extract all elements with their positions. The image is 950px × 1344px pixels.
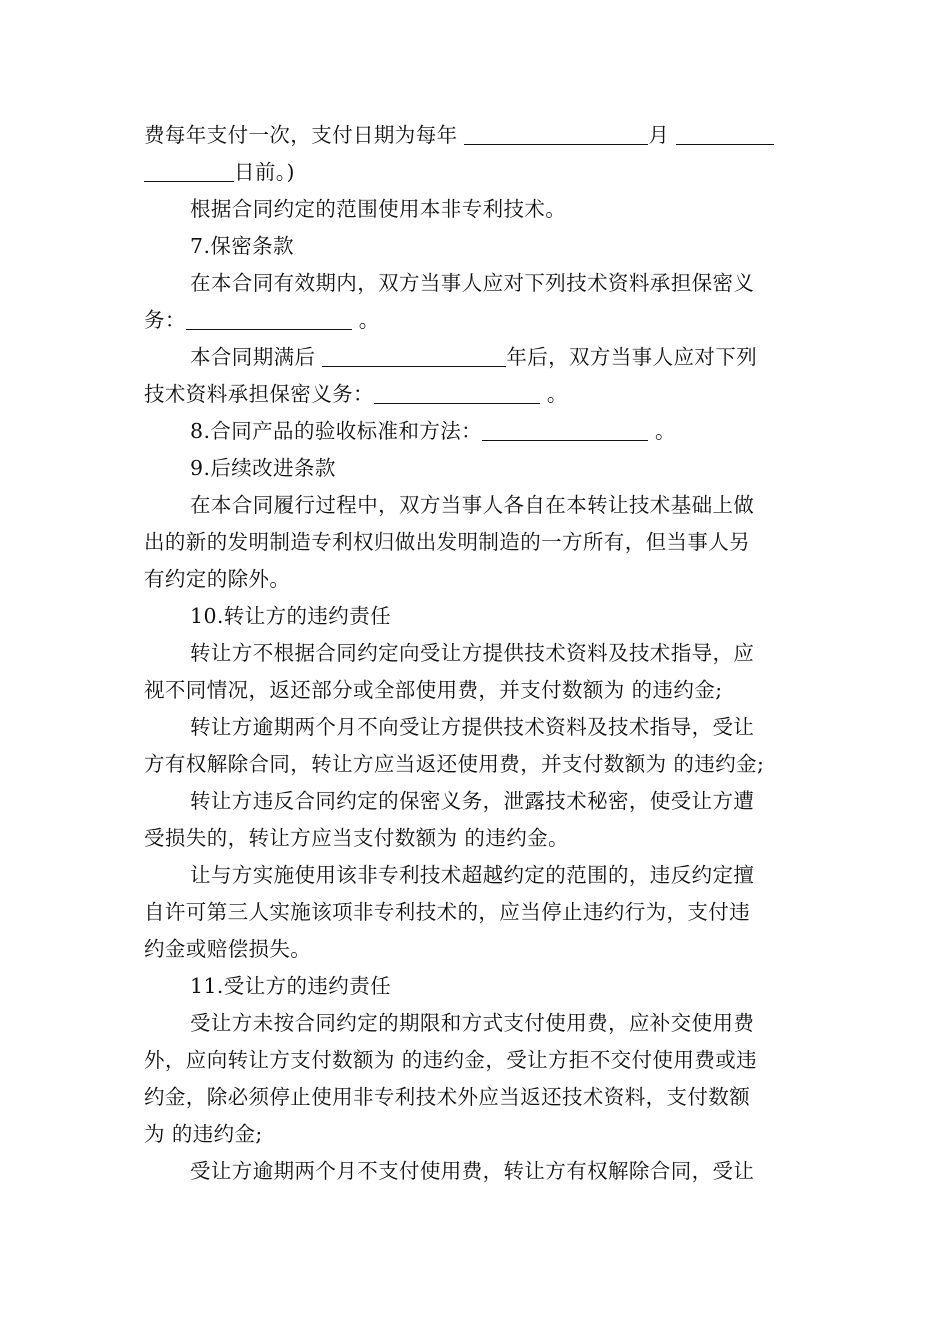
fill-blank [322, 365, 506, 367]
text-line [190, 413, 676, 449]
paragraph-line: 为 的违约金; [144, 1122, 263, 1146]
paragraph-line: 转让方逾期两个月不向受让方提供技术资料及技术指导，受让 [190, 715, 755, 739]
text-line [144, 376, 568, 412]
text-segment: 月 [648, 123, 677, 147]
text-segment: 。 [539, 382, 568, 406]
text-line [144, 154, 295, 190]
paragraph-line: 自许可第三人实施该项非专利技术的，应当停止违约行为，支付违 [144, 900, 751, 924]
text-segment: 。 [648, 419, 676, 443]
paragraph-line: 受损失的，转让方应当支付数额为 的违约金。 [144, 826, 569, 850]
section-heading: 9.后续改进条款 [190, 456, 336, 480]
text-segment: 8.合同产品的验收标准和方法： [190, 419, 483, 443]
text-line [144, 117, 774, 153]
paragraph-line: 约金或赔偿损失。 [144, 937, 312, 961]
paragraph-line: 出的新的发明制造专利权归做出发明制造的一方所有，但当事人另 [144, 530, 751, 554]
section-heading: 7.保密条款 [190, 234, 294, 258]
fill-blank [676, 143, 774, 145]
paragraph-line: 受让方逾期两个月不支付使用费，转让方有权解除合同，受让 [190, 1159, 755, 1183]
text-segment: 年后，双方当事人应对下列 [506, 345, 758, 369]
section-heading: 10.转让方的违约责任 [190, 604, 392, 628]
paragraph-line: 有约定的除外。 [144, 567, 291, 591]
paragraph-line: 在本合同有效期内，双方当事人应对下列技术资料承担保密义 [190, 271, 755, 295]
paragraph-line: 方有权解除合同，转让方应当返还使用费，并支付数额为 的违约金; [144, 752, 765, 776]
paragraph-line: 视不同情况，返还部分或全部使用费，并支付数额为 的违约金; [144, 678, 723, 702]
fill-blank [464, 143, 648, 145]
paragraph-line: 根据合同约定的范围使用本非专利技术。 [190, 197, 567, 221]
paragraph-line: 外，应向转让方支付数额为 的违约金，受让方拒不交付使用费或违 [144, 1048, 758, 1072]
section-heading: 11.受让方的违约责任 [190, 974, 392, 998]
text-segment: 本合同期满后 [190, 345, 323, 369]
text-segment: 日前。) [234, 160, 295, 184]
text-line [144, 302, 380, 338]
paragraph-line: 让与方实施使用该非专利技术超越约定的范围的，违反约定擅 [190, 863, 755, 887]
paragraph-line: 在本合同履行过程中，双方当事人各自在本转让技术基础上做 [190, 493, 755, 517]
paragraph-line: 转让方违反合同约定的保密义务，泄露技术秘密，使受让方遭 [190, 789, 755, 813]
text-line [190, 339, 757, 375]
paragraph-line: 约金，除必须停止使用非专利技术外应当返还技术资料，支付数额 [144, 1085, 751, 1109]
fill-blank [374, 402, 540, 404]
paragraph-line: 受让方未按合同约定的期限和方式支付使用费，应补交使用费 [190, 1011, 755, 1035]
paragraph-line: 转让方不根据合同约定向受让方提供技术资料及技术指导，应 [190, 641, 755, 665]
text-segment: 技术资料承担保密义务： [144, 382, 374, 406]
text-segment: 费每年支付一次，支付日期为每年 [144, 123, 465, 147]
fill-blank [482, 439, 648, 441]
fill-blank [144, 180, 234, 182]
fill-blank [186, 328, 352, 330]
text-segment: 。 [351, 308, 380, 332]
text-segment: 务： [144, 308, 186, 332]
